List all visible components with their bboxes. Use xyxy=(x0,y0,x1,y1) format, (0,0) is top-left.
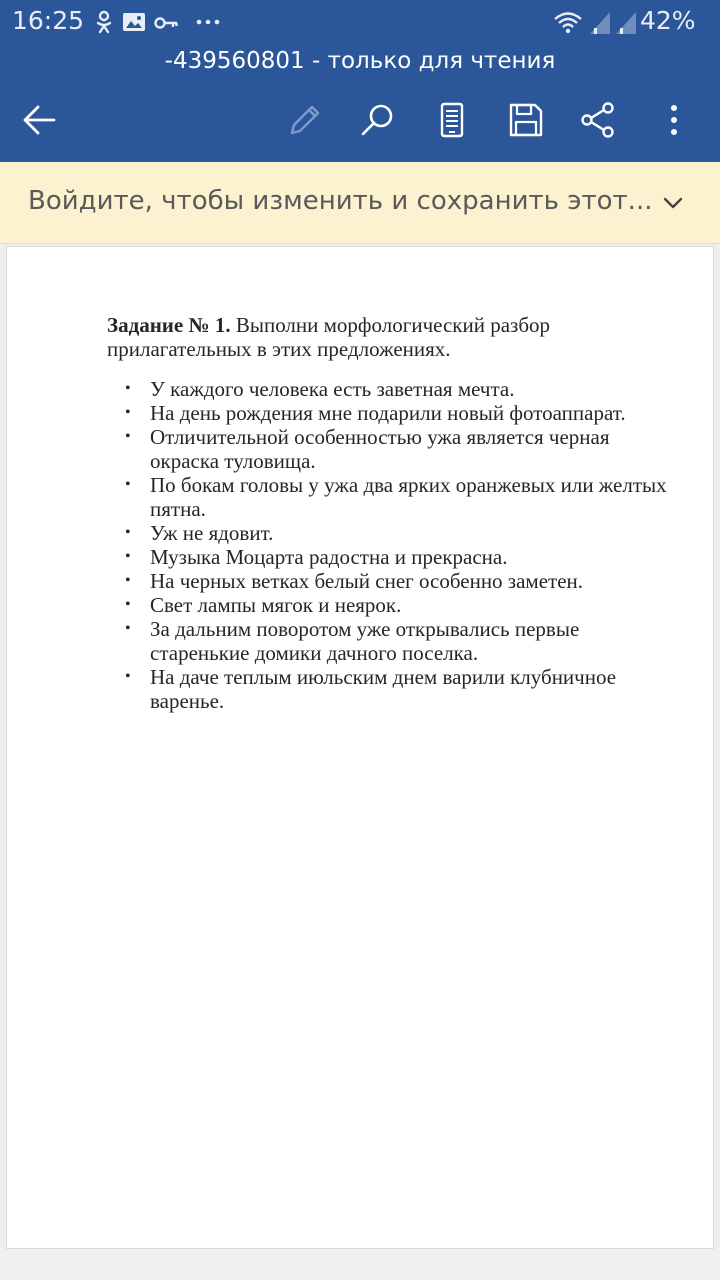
list-item: • У каждого человека есть заветная мечта. xyxy=(107,377,667,401)
list-item: • Свет лампы мягок и неярок. xyxy=(107,593,667,617)
list-item: • На день рождения мне подарили новый фотоаппарат. xyxy=(107,401,667,425)
list-item: • На даче теплым июльским днем варили клубничное варенье. xyxy=(107,665,667,713)
odnoklassniki-icon xyxy=(90,8,118,36)
sign-in-banner-text: Войдите, чтобы изменить и сохранить этот... xyxy=(28,186,653,216)
battery-level: 42% xyxy=(640,6,696,35)
signal-icon xyxy=(612,8,640,36)
sign-in-banner[interactable] xyxy=(0,162,720,244)
list-item: • По бокам головы у ужа два ярких оранжевых или желтых пятна. xyxy=(107,473,667,521)
search-icon[interactable] xyxy=(354,96,402,144)
list-item: • Музыка Моцарта радостна и прекрасна. xyxy=(107,545,667,569)
task-number: Задание № 1. xyxy=(107,313,231,337)
list-item: • На черных ветках белый снег особенно заметен. xyxy=(107,569,667,593)
chevron-down-icon[interactable] xyxy=(656,190,690,216)
document-title: -439560801 - только для чтения xyxy=(164,48,556,74)
list-item: • Уж не ядовит. xyxy=(107,521,667,545)
status-bar xyxy=(0,0,720,44)
list-item: • Отличительной особенностью ужа является черная окраска туловища. xyxy=(107,425,667,473)
document-body xyxy=(107,313,667,713)
signal-icon xyxy=(586,8,614,36)
list-item: • За дальним поворотом уже открывались первые старенькие домики дачного поселка. xyxy=(107,617,667,665)
share-icon[interactable] xyxy=(574,96,622,144)
save-icon[interactable] xyxy=(502,96,550,144)
wifi-icon xyxy=(552,8,584,36)
app-header xyxy=(0,0,720,162)
task-instruction: Выполни морфологический разбор прилагательных в этих предложениях. xyxy=(107,313,551,361)
task-heading xyxy=(107,313,667,361)
sentence-list xyxy=(107,377,667,713)
more-dots-icon xyxy=(194,8,222,36)
document-page[interactable] xyxy=(6,246,714,1249)
back-arrow-icon[interactable] xyxy=(16,96,64,144)
status-time: 16:25 xyxy=(12,6,85,35)
image-icon xyxy=(120,8,148,36)
key-icon xyxy=(152,8,180,36)
more-options-icon[interactable] xyxy=(650,96,698,144)
edit-pencil-icon[interactable] xyxy=(280,96,328,144)
reading-view-icon[interactable] xyxy=(428,96,476,144)
